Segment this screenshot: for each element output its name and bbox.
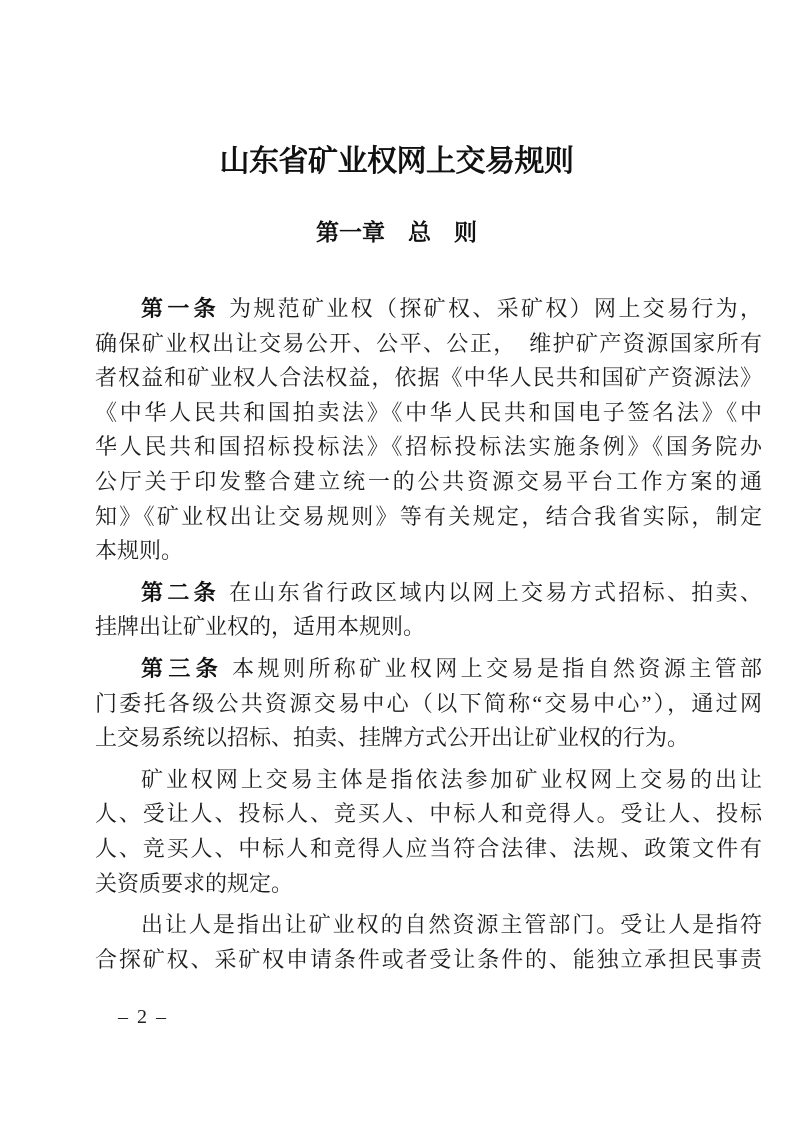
body-line	[95, 797, 762, 832]
body-line	[95, 943, 762, 978]
body-line	[95, 610, 762, 645]
body-line	[95, 500, 762, 535]
body-line-text: 出让人是指出让矿业权的自然资源主管部门。受让人是指符	[141, 912, 762, 938]
body-line	[95, 576, 762, 611]
body-line-text: 上交易系统以招标、拍卖、挂牌方式公开出让矿业权的行为。	[95, 725, 690, 751]
body-line	[95, 465, 762, 500]
body-line	[95, 832, 762, 867]
document-title: 山东省矿业权网上交易规则	[219, 145, 574, 178]
body-line	[95, 430, 762, 465]
body-line	[95, 652, 762, 687]
body-line	[95, 396, 762, 431]
body-line	[95, 867, 762, 902]
chapter-heading: 第一章 总 则	[316, 219, 477, 245]
body-line	[95, 534, 762, 569]
article-label: 第一条	[141, 296, 220, 321]
body-line	[95, 327, 762, 362]
body-line	[95, 721, 762, 756]
body-line	[95, 361, 762, 396]
body-line-text: 公厅关于印发整合建立统一的公共资源交易平台工作方案的通	[95, 468, 762, 494]
body-line-text: 矿业权网上交易主体是指依法参加矿业权网上交易的出让	[141, 766, 762, 792]
document-body	[95, 292, 762, 977]
body-line	[95, 908, 762, 943]
article-label: 第三条	[141, 655, 224, 681]
body-line-text: 本规则所称矿业权网上交易是指自然资源主管部	[232, 655, 762, 681]
body-line-text: 知》《矿业权出让交易规则》等有关规定，结合我省实际，制定	[95, 503, 762, 529]
body-line-text: 门委托各级公共资源交易中心（以下简称“交易中心”），通过网	[95, 690, 762, 716]
body-line-text: 关资质要求的规定。	[95, 870, 294, 896]
body-line-text: 人、受让人、投标人、竞买人、中标人和竞得人。受让人、投标	[95, 801, 762, 827]
body-line-text: 《中华人民共和国拍卖法》《中华人民共和国电子签名法》《中	[95, 399, 762, 425]
article-label: 第二条	[141, 579, 220, 605]
body-line-text: 确保矿业权出让交易公开、公平、公正， 维护矿产资源国家所有	[95, 330, 762, 356]
body-line-text: 挂牌出让矿业权的，适用本规则。	[95, 614, 426, 640]
body-line-text: 为规范矿业权（探矿权、采矿权）网上交易行为，	[229, 296, 762, 321]
body-line	[95, 292, 762, 327]
body-line-text: 本规则。	[95, 538, 184, 564]
body-line	[95, 687, 762, 722]
body-line-text: 人、竞买人、中标人和竞得人应当符合法律、法规、政策文件有	[95, 835, 762, 861]
body-line-text: 华人民共和国招标投标法》《招标投标法实施条例》《国务院办	[95, 434, 762, 460]
page-number: – 2 –	[118, 1006, 168, 1028]
body-line-text: 者权益和矿业权人合法权益，依据《中华人民共和国矿产资源法》	[95, 365, 762, 391]
body-line-text: 在山东省行政区域内以网上交易方式招标、拍卖、	[229, 579, 762, 605]
body-line	[95, 763, 762, 798]
body-line-text: 合探矿权、采矿权申请条件或者受让条件的、能独立承担民事责	[95, 946, 762, 972]
